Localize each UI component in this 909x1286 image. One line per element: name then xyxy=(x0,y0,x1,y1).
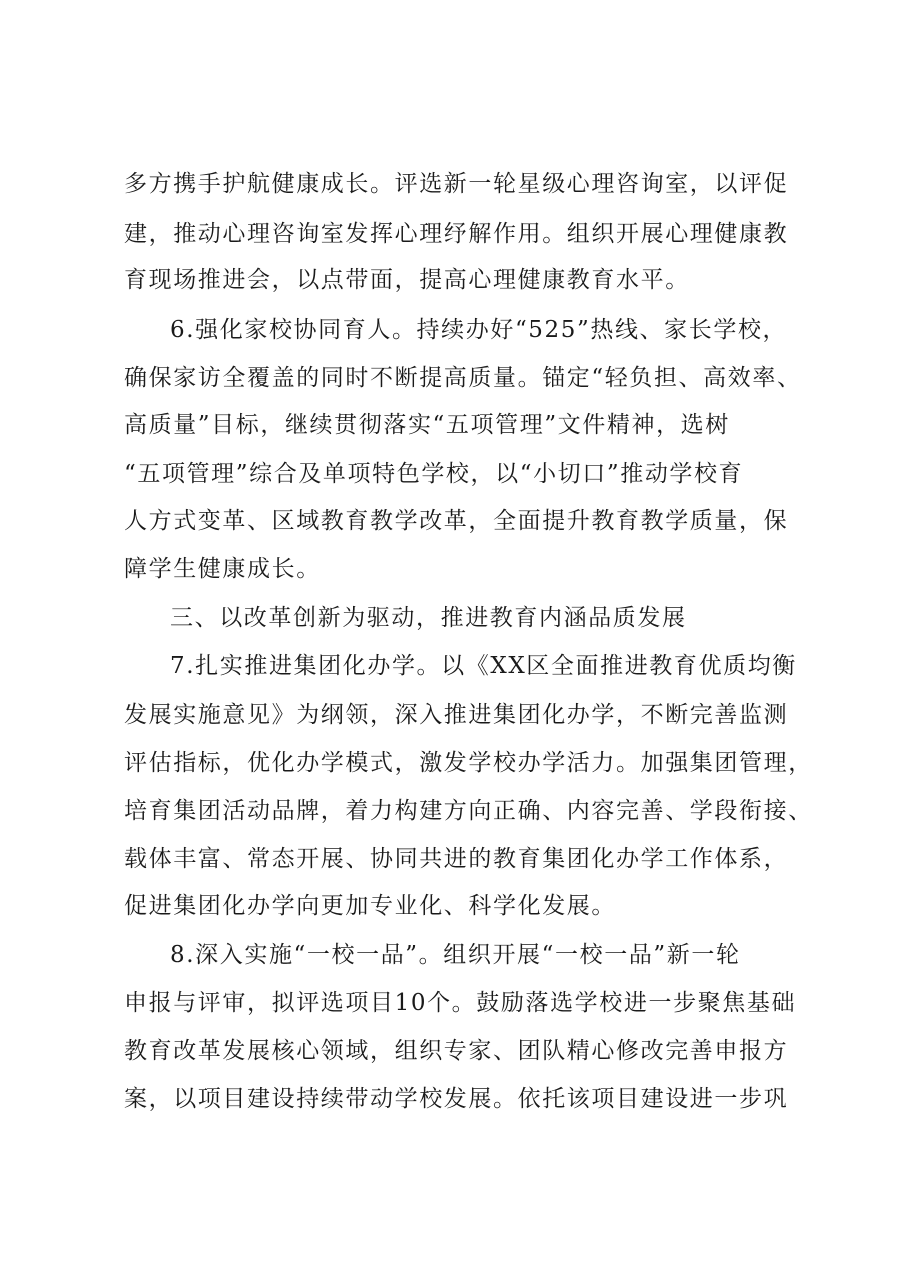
section-heading: 三、以改革创新为驱动，推进教育内涵品质发展 xyxy=(170,605,687,631)
text-line: 载体丰富、常态开展、协同共进的教育集团化办学工作体系， xyxy=(124,846,789,872)
text-line: 6.强化家校协同育人。持续办好“525”热线、家长学校， xyxy=(170,317,788,343)
text-line: 8.深入实施“一校一品”。组织开展“一校一品”新一轮 xyxy=(170,942,741,968)
text-line: 育现场推进会，以点带面，提高心理健康教育水平。 xyxy=(124,267,690,293)
text-line: 高质量”目标，继续贯彻落实“五项管理”文件精神，选树 xyxy=(124,412,730,438)
text-line: 发展实施意见》为纲领，深入推进集团化办学，不断完善监测 xyxy=(124,702,789,728)
text-line: 人方式变革、区域教育教学改革，全面提升教育教学质量，保 xyxy=(124,508,789,534)
text-line: 评估指标，优化办学模式，激发学校办学活力。加强集团管理， xyxy=(124,750,813,776)
text-line: 案，以项目建设持续带动学校发展。依托该项目建设进一步巩 xyxy=(124,1086,789,1112)
text-line: 培育集团活动品牌，着力构建方向正确、内容完善、学段衔接、 xyxy=(124,798,813,824)
text-line: 障学生健康成长。 xyxy=(124,556,321,582)
text-line: 申报与评审，拟评选项目10个。鼓励落选学校进一步聚焦基础 xyxy=(124,990,797,1016)
text-line: 多方携手护航健康成长。评选新一轮星级心理咨询室，以评促 xyxy=(124,171,789,197)
text-line: 建，推动心理咨询室发挥心理纾解作用。组织开展心理健康教 xyxy=(124,221,789,247)
text-line: 7.扎实推进集团化办学。以《XX区全面推进教育优质均衡 xyxy=(170,653,797,679)
text-line: 教育改革发展核心领域，组织专家、团队精心修改完善申报方 xyxy=(124,1038,789,1064)
text-line: “五项管理”综合及单项特色学校，以“小切口”推动学校育 xyxy=(124,461,744,487)
text-line: 确保家访全覆盖的同时不断提高质量。锚定“轻负担、高效率、 xyxy=(124,365,802,391)
text-line: 促进集团化办学向更加专业化、科学化发展。 xyxy=(124,893,616,919)
